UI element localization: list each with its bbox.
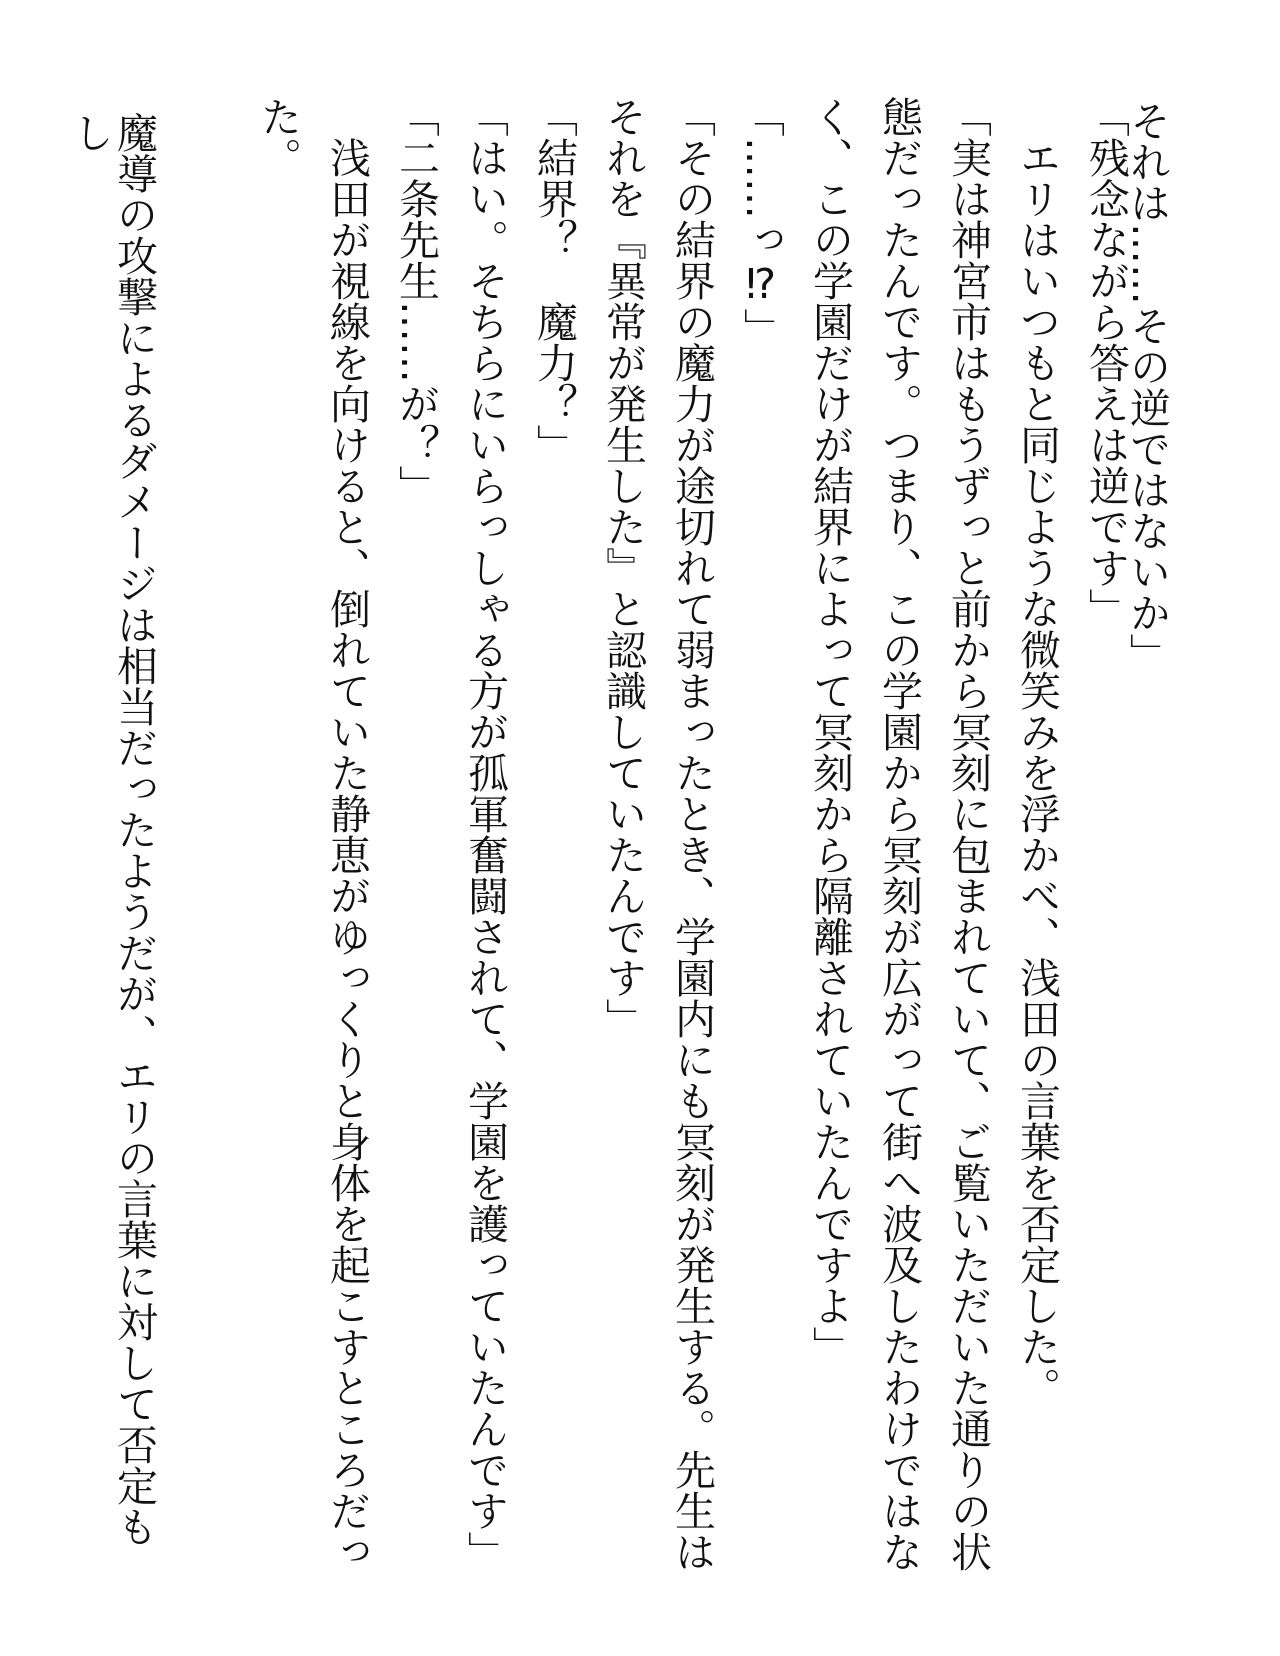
line-partial-left: 魔導の攻撃によるダメージは相当だったようだが、エリの言葉に対して否定もし — [66, 112, 158, 1547]
dialogue-line: 「実は神宮市はもうずっと前から冥刻に包まれていて、ご覧いただいた通りの状態だったんです。つまり、この学園から冥刻が広がって街へ波及したわけではなく、この学園だけが結界によって冥刻から隔離されていたんですよ」 — [806, 96, 992, 1572]
narration-line: 浅田が視線を向けると、倒れていた静恵がゆっくりと身体を起こすところだった。 — [254, 96, 371, 1572]
vertical-text-body — [243, 96, 1140, 1596]
narration-line: エリはいつもと同じような微笑みを浮かべ、浅田の言葉を否定した。 — [1013, 137, 1061, 1408]
clipped-bottom-line — [66, 112, 158, 1572]
dialogue-line: 「結界？ 魔力？」 — [530, 96, 578, 465]
dialogue-line: 「二条先生……が？」 — [392, 96, 440, 506]
line-partial-right: それは……その逆ではないか」 — [1123, 100, 1171, 674]
dialogue-line: 「残念ながら答えは逆です」 — [1082, 96, 1130, 629]
dialogue-line: 「その結界の魔力が途切れて弱まったとき、学園内にも冥刻が発生する。先生はそれを『異常が発生した』と認識していたんです」 — [599, 96, 716, 1572]
dialogue-line: 「はい。そちらにいらっしゃる方が孤軍奮闘されて、学園を護っていたんです」 — [461, 96, 509, 1572]
dialogue-line: 「……っ⁉」 — [737, 96, 785, 349]
